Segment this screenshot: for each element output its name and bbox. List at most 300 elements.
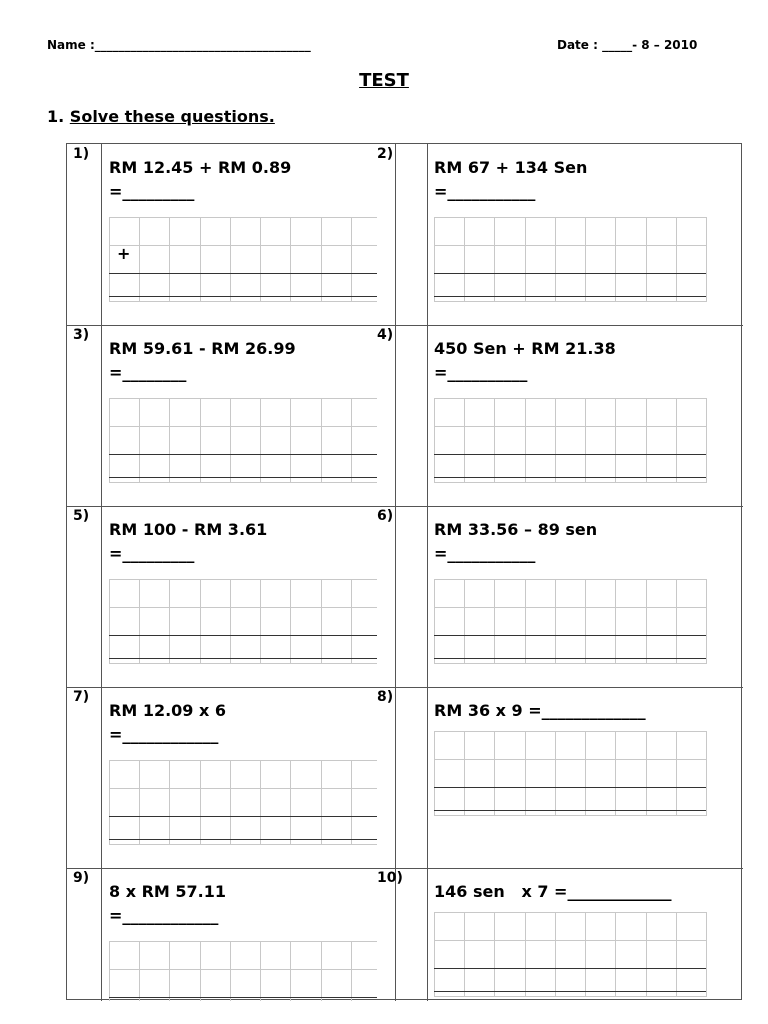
answer-line: =_________ bbox=[109, 182, 195, 201]
sum-line bbox=[109, 296, 377, 297]
grid-cell bbox=[291, 761, 321, 789]
grid-cell bbox=[435, 580, 465, 608]
grid-cell bbox=[322, 970, 352, 998]
question-cell bbox=[67, 325, 377, 506]
grid-cell bbox=[495, 941, 525, 969]
sum-line bbox=[434, 273, 706, 274]
grid-cell bbox=[495, 580, 525, 608]
question-cell bbox=[377, 687, 743, 868]
grid-cell bbox=[231, 970, 261, 998]
grid-cell bbox=[616, 427, 646, 455]
grid-cell bbox=[352, 942, 377, 970]
grid-cell bbox=[465, 760, 495, 788]
grid-cell bbox=[110, 942, 140, 970]
grid-cell bbox=[231, 998, 261, 1001]
grid-cell bbox=[435, 732, 465, 760]
grid-cell bbox=[291, 246, 321, 274]
grid-cell bbox=[201, 580, 231, 608]
sum-line bbox=[109, 658, 377, 659]
grid-cell bbox=[322, 455, 352, 483]
sum-line bbox=[434, 968, 706, 969]
grid-cell bbox=[465, 636, 495, 664]
grid-cell bbox=[465, 427, 495, 455]
sum-line bbox=[109, 997, 377, 998]
grid-cell bbox=[352, 608, 377, 636]
working-grid bbox=[434, 398, 707, 483]
question-number: 5) bbox=[73, 508, 90, 524]
grid-cell bbox=[586, 246, 616, 274]
question-text: 450 Sen + RM 21.38 bbox=[434, 339, 616, 358]
question-text: RM 33.56 – 89 sen bbox=[434, 520, 598, 539]
grid-cell bbox=[495, 218, 525, 246]
grid-cell bbox=[616, 636, 646, 664]
question-number: 2) bbox=[377, 146, 394, 162]
question-cell bbox=[67, 687, 377, 868]
grid-cell bbox=[586, 732, 616, 760]
grid-cell bbox=[170, 427, 200, 455]
grid-cell bbox=[352, 789, 377, 817]
grid-cell bbox=[556, 636, 586, 664]
grid-cell bbox=[140, 274, 170, 302]
grid-cell bbox=[201, 761, 231, 789]
question-text: 146 sen x 7 =_____________ bbox=[434, 882, 672, 901]
grid-cell bbox=[526, 399, 556, 427]
grid-cell bbox=[435, 760, 465, 788]
grid-cell bbox=[495, 246, 525, 274]
grid-cell bbox=[677, 760, 707, 788]
grid-cell bbox=[435, 399, 465, 427]
grid-cell bbox=[495, 732, 525, 760]
grid-cell bbox=[647, 218, 677, 246]
grid-cell bbox=[556, 788, 586, 816]
grid-cell bbox=[352, 580, 377, 608]
question-text: RM 100 - RM 3.61 bbox=[109, 520, 268, 539]
grid-cell bbox=[322, 427, 352, 455]
question-cell bbox=[377, 144, 743, 325]
grid-cell bbox=[170, 942, 200, 970]
grid-cell bbox=[526, 274, 556, 302]
grid-cell bbox=[201, 246, 231, 274]
grid-cell bbox=[526, 218, 556, 246]
grid-cell bbox=[170, 274, 200, 302]
grid-cell bbox=[556, 218, 586, 246]
grid-cell bbox=[291, 399, 321, 427]
grid-cell bbox=[586, 913, 616, 941]
sum-line bbox=[434, 454, 706, 455]
grid-cell bbox=[616, 760, 646, 788]
grid-cell bbox=[677, 218, 707, 246]
working-grid bbox=[109, 217, 377, 302]
question-cell bbox=[377, 325, 743, 506]
grid-cell bbox=[616, 218, 646, 246]
grid-cell bbox=[465, 788, 495, 816]
grid-cell bbox=[647, 580, 677, 608]
grid-cell bbox=[677, 969, 707, 997]
grid-cell bbox=[291, 427, 321, 455]
grid-cell bbox=[322, 274, 352, 302]
grid-cell bbox=[586, 608, 616, 636]
grid-cell bbox=[465, 274, 495, 302]
grid-cell bbox=[556, 455, 586, 483]
grid-cell bbox=[616, 246, 646, 274]
working-grid bbox=[434, 217, 707, 302]
question-cell bbox=[377, 868, 743, 1001]
grid-cell bbox=[291, 789, 321, 817]
sum-line bbox=[434, 477, 706, 478]
grid-cell bbox=[677, 580, 707, 608]
grid-cell bbox=[556, 274, 586, 302]
grid-cell bbox=[201, 636, 231, 664]
grid-cell bbox=[586, 580, 616, 608]
grid-cell bbox=[495, 969, 525, 997]
grid-cell bbox=[231, 761, 261, 789]
grid-cell bbox=[201, 427, 231, 455]
grid-cell bbox=[526, 427, 556, 455]
grid-cell bbox=[291, 636, 321, 664]
grid-cell bbox=[322, 580, 352, 608]
grid-cell bbox=[261, 246, 291, 274]
grid-cell bbox=[556, 913, 586, 941]
grid-cell bbox=[170, 608, 200, 636]
grid-cell bbox=[110, 580, 140, 608]
grid-cell bbox=[465, 732, 495, 760]
operator-plus: + bbox=[117, 244, 131, 263]
grid-cell bbox=[495, 455, 525, 483]
grid-cell bbox=[616, 788, 646, 816]
working-grid bbox=[109, 398, 377, 483]
grid-cell bbox=[231, 427, 261, 455]
grid-cell bbox=[647, 427, 677, 455]
working-grid bbox=[434, 912, 707, 997]
grid-cell bbox=[647, 732, 677, 760]
grid-cell bbox=[526, 732, 556, 760]
grid-cell bbox=[322, 998, 352, 1001]
questions-table bbox=[66, 143, 742, 1000]
grid-cell bbox=[322, 399, 352, 427]
grid-cell bbox=[231, 274, 261, 302]
answer-line: =___________ bbox=[434, 182, 536, 201]
grid-cell bbox=[140, 761, 170, 789]
answer-line: =____________ bbox=[109, 725, 219, 744]
grid-cell bbox=[170, 399, 200, 427]
grid-cell bbox=[291, 455, 321, 483]
grid-cell bbox=[110, 427, 140, 455]
grid-cell bbox=[586, 399, 616, 427]
grid-cell bbox=[586, 760, 616, 788]
grid-cell bbox=[616, 580, 646, 608]
grid-cell bbox=[616, 732, 646, 760]
grid-cell bbox=[140, 789, 170, 817]
grid-cell bbox=[616, 913, 646, 941]
grid-cell bbox=[647, 941, 677, 969]
grid-cell bbox=[261, 455, 291, 483]
grid-cell bbox=[435, 788, 465, 816]
grid-cell bbox=[526, 760, 556, 788]
grid-cell bbox=[261, 274, 291, 302]
grid-cell bbox=[526, 455, 556, 483]
sum-line bbox=[109, 477, 377, 478]
question-number: 10) bbox=[377, 870, 403, 886]
grid-cell bbox=[261, 636, 291, 664]
grid-cell bbox=[526, 636, 556, 664]
grid-cell bbox=[677, 399, 707, 427]
grid-cell bbox=[140, 580, 170, 608]
grid-cell bbox=[231, 817, 261, 845]
grid-cell bbox=[556, 941, 586, 969]
grid-cell bbox=[526, 608, 556, 636]
grid-cell bbox=[465, 913, 495, 941]
grid-cell bbox=[677, 732, 707, 760]
grid-cell bbox=[110, 455, 140, 483]
grid-cell bbox=[291, 817, 321, 845]
grid-cell bbox=[231, 580, 261, 608]
grid-cell bbox=[170, 246, 200, 274]
grid-cell bbox=[352, 427, 377, 455]
grid-cell bbox=[170, 761, 200, 789]
grid-cell bbox=[140, 942, 170, 970]
grid-cell bbox=[170, 970, 200, 998]
grid-cell bbox=[140, 246, 170, 274]
grid-cell bbox=[110, 761, 140, 789]
grid-cell bbox=[201, 998, 231, 1001]
grid-cell bbox=[435, 455, 465, 483]
answer-line: =_________ bbox=[109, 544, 195, 563]
question-text: RM 36 x 9 =_____________ bbox=[434, 701, 646, 720]
grid-cell bbox=[586, 218, 616, 246]
grid-cell bbox=[616, 455, 646, 483]
working-grid bbox=[109, 941, 377, 1001]
question-cell bbox=[67, 144, 377, 325]
grid-cell bbox=[586, 788, 616, 816]
grid-cell bbox=[170, 218, 200, 246]
sum-line bbox=[109, 816, 377, 817]
grid-cell bbox=[322, 608, 352, 636]
grid-cell bbox=[556, 608, 586, 636]
grid-cell bbox=[261, 970, 291, 998]
grid-cell bbox=[556, 427, 586, 455]
grid-cell bbox=[352, 218, 377, 246]
grid-cell bbox=[110, 817, 140, 845]
grid-cell bbox=[322, 789, 352, 817]
grid-cell bbox=[201, 608, 231, 636]
grid-cell bbox=[322, 218, 352, 246]
grid-cell bbox=[261, 998, 291, 1001]
grid-cell bbox=[170, 580, 200, 608]
question-cell bbox=[67, 868, 377, 1001]
sum-line bbox=[109, 454, 377, 455]
grid-cell bbox=[495, 608, 525, 636]
grid-cell bbox=[677, 274, 707, 302]
grid-cell bbox=[465, 399, 495, 427]
sum-line bbox=[434, 787, 706, 788]
grid-cell bbox=[435, 608, 465, 636]
grid-cell bbox=[110, 998, 140, 1001]
grid-cell bbox=[201, 970, 231, 998]
question-number: 8) bbox=[377, 689, 394, 705]
grid-cell bbox=[110, 789, 140, 817]
grid-cell bbox=[556, 732, 586, 760]
grid-cell bbox=[352, 817, 377, 845]
grid-cell bbox=[677, 788, 707, 816]
question-number: 4) bbox=[377, 327, 394, 343]
question-text: RM 67 + 134 Sen bbox=[434, 158, 588, 177]
section-label: Solve these questions. bbox=[69, 107, 275, 126]
grid-cell bbox=[526, 788, 556, 816]
grid-cell bbox=[526, 969, 556, 997]
grid-cell bbox=[140, 636, 170, 664]
grid-cell bbox=[231, 942, 261, 970]
grid-cell bbox=[677, 941, 707, 969]
grid-cell bbox=[616, 941, 646, 969]
grid-cell bbox=[616, 608, 646, 636]
grid-cell bbox=[231, 608, 261, 636]
grid-cell bbox=[261, 580, 291, 608]
grid-cell bbox=[435, 636, 465, 664]
question-text: RM 59.61 - RM 26.99 bbox=[109, 339, 296, 358]
name-field-label: Name :____________________________________ bbox=[47, 38, 311, 52]
grid-cell bbox=[556, 969, 586, 997]
grid-cell bbox=[201, 455, 231, 483]
grid-cell bbox=[647, 969, 677, 997]
grid-cell bbox=[201, 789, 231, 817]
question-number: 6) bbox=[377, 508, 394, 524]
grid-cell bbox=[647, 760, 677, 788]
question-cell bbox=[67, 506, 377, 687]
grid-cell bbox=[170, 455, 200, 483]
grid-cell bbox=[435, 246, 465, 274]
grid-cell bbox=[201, 218, 231, 246]
grid-cell bbox=[140, 998, 170, 1001]
grid-cell bbox=[586, 455, 616, 483]
grid-cell bbox=[495, 760, 525, 788]
grid-cell bbox=[435, 941, 465, 969]
grid-cell bbox=[140, 399, 170, 427]
grid-cell bbox=[322, 636, 352, 664]
question-number: 1) bbox=[73, 146, 90, 162]
grid-cell bbox=[231, 455, 261, 483]
grid-cell bbox=[616, 399, 646, 427]
sum-line bbox=[109, 635, 377, 636]
grid-cell bbox=[465, 608, 495, 636]
grid-cell bbox=[677, 427, 707, 455]
grid-cell bbox=[170, 998, 200, 1001]
grid-cell bbox=[677, 246, 707, 274]
grid-cell bbox=[526, 913, 556, 941]
grid-cell bbox=[352, 399, 377, 427]
section-number: 1. bbox=[47, 107, 65, 126]
grid-cell bbox=[556, 760, 586, 788]
grid-cell bbox=[677, 608, 707, 636]
grid-cell bbox=[616, 274, 646, 302]
grid-cell bbox=[170, 636, 200, 664]
grid-cell bbox=[465, 218, 495, 246]
grid-cell bbox=[322, 761, 352, 789]
grid-cell bbox=[677, 913, 707, 941]
grid-cell bbox=[495, 788, 525, 816]
grid-cell bbox=[677, 455, 707, 483]
grid-cell bbox=[261, 399, 291, 427]
question-cell bbox=[377, 506, 743, 687]
grid-cell bbox=[170, 789, 200, 817]
grid-cell bbox=[322, 246, 352, 274]
grid-cell bbox=[201, 942, 231, 970]
page-title: TEST bbox=[359, 70, 409, 91]
grid-cell bbox=[465, 941, 495, 969]
working-grid bbox=[434, 731, 707, 816]
grid-cell bbox=[647, 913, 677, 941]
grid-cell bbox=[556, 246, 586, 274]
grid-cell bbox=[261, 942, 291, 970]
grid-cell bbox=[140, 218, 170, 246]
grid-cell bbox=[647, 608, 677, 636]
grid-cell bbox=[110, 274, 140, 302]
sum-line bbox=[109, 273, 377, 274]
grid-cell bbox=[352, 274, 377, 302]
grid-cell bbox=[261, 427, 291, 455]
grid-cell bbox=[231, 789, 261, 817]
grid-cell bbox=[435, 427, 465, 455]
grid-cell bbox=[261, 608, 291, 636]
grid-cell bbox=[526, 246, 556, 274]
grid-cell bbox=[201, 274, 231, 302]
grid-cell bbox=[170, 817, 200, 845]
grid-cell bbox=[291, 942, 321, 970]
grid-cell bbox=[140, 817, 170, 845]
grid-cell bbox=[352, 970, 377, 998]
grid-cell bbox=[647, 399, 677, 427]
grid-cell bbox=[556, 580, 586, 608]
grid-cell bbox=[291, 998, 321, 1001]
grid-cell bbox=[495, 399, 525, 427]
grid-cell bbox=[435, 274, 465, 302]
grid-cell bbox=[616, 969, 646, 997]
answer-line: =________ bbox=[109, 363, 187, 382]
grid-cell bbox=[495, 274, 525, 302]
grid-cell bbox=[261, 817, 291, 845]
grid-cell bbox=[231, 636, 261, 664]
grid-cell bbox=[291, 970, 321, 998]
grid-cell bbox=[110, 399, 140, 427]
grid-cell bbox=[556, 399, 586, 427]
grid-cell bbox=[586, 274, 616, 302]
grid-cell bbox=[352, 636, 377, 664]
grid-cell bbox=[140, 455, 170, 483]
sum-line bbox=[434, 296, 706, 297]
grid-cell bbox=[647, 788, 677, 816]
section-heading bbox=[47, 107, 275, 126]
grid-cell bbox=[647, 636, 677, 664]
grid-cell bbox=[231, 218, 261, 246]
working-grid bbox=[109, 579, 377, 664]
grid-cell bbox=[261, 218, 291, 246]
question-text: RM 12.45 + RM 0.89 bbox=[109, 158, 292, 177]
grid-cell bbox=[291, 608, 321, 636]
grid-cell bbox=[140, 608, 170, 636]
grid-cell bbox=[110, 218, 140, 246]
grid-cell bbox=[647, 455, 677, 483]
grid-cell bbox=[586, 636, 616, 664]
grid-cell bbox=[291, 580, 321, 608]
grid-cell bbox=[677, 636, 707, 664]
grid-cell bbox=[352, 761, 377, 789]
grid-cell bbox=[261, 761, 291, 789]
question-text: RM 12.09 x 6 bbox=[109, 701, 227, 720]
sum-line bbox=[434, 635, 706, 636]
sum-line bbox=[434, 658, 706, 659]
grid-cell bbox=[352, 246, 377, 274]
grid-cell bbox=[586, 969, 616, 997]
grid-cell bbox=[352, 455, 377, 483]
